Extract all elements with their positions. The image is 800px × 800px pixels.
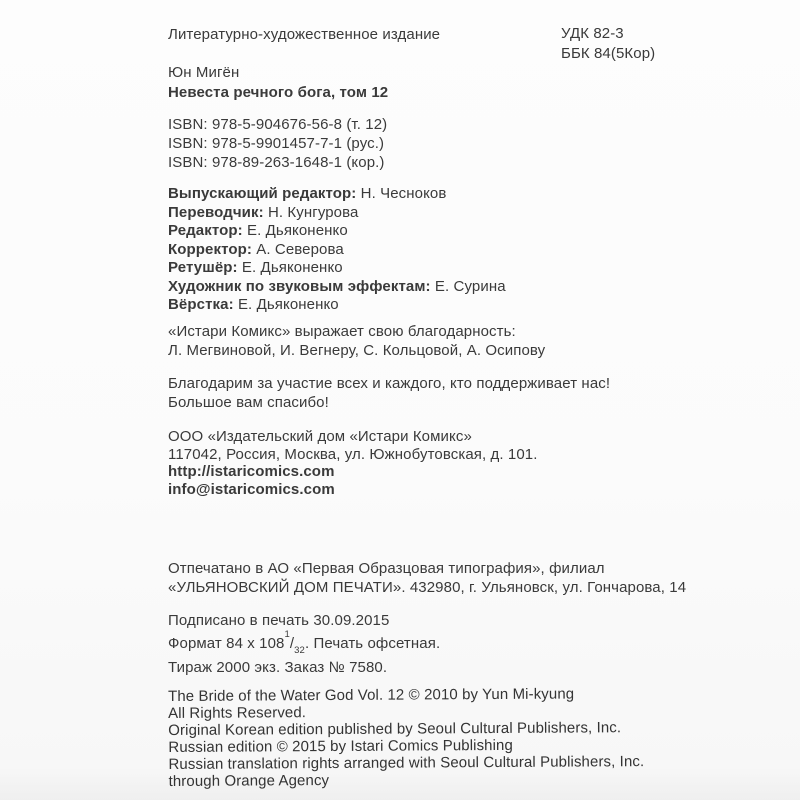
book-title: Невеста речного бога, том 12 [168,83,389,101]
isbn-line: ISBN: 978-5-9901457-7-1 (рус.) [168,135,385,152]
credit-name: А. Северова [256,240,344,258]
gratitude-line: Большое вам спасибо! [168,394,329,411]
credit-label: Вёрстка: [168,296,234,313]
print-details-block [168,612,440,678]
credit-name: Е. Сурина [434,277,506,295]
credit-row [168,185,506,204]
isbn-line: ISBN: 978-89-263-1648-1 (кор.) [168,154,385,171]
gratitude-line: Благодарим за участие всех и каждого, кто поддерживает нас! [168,375,611,392]
format-suffix: . Печать офсетная. [304,634,441,652]
publisher-website: http://istaricomics.com [168,463,335,480]
credit-row [168,222,506,241]
classification-codes [561,24,655,64]
credit-row [168,204,506,223]
edition-type [168,25,440,45]
credit-label: Редактор: [168,222,243,239]
credit-row [168,278,506,297]
isbn-block [168,115,387,172]
signed-to-print-line: Подписано в печать 30.09.2015 [168,612,390,629]
format-numerator: 1 [284,628,290,640]
printing-house-line: «УЛЬЯНОВСКИЙ ДОМ ПЕЧАТИ». 432980, г. Ульяновск, ул. Гончарова, 14 [168,578,687,596]
publisher-block [168,428,538,498]
format-prefix: Формат 84 х 108 [168,634,285,652]
publisher-address: 117042, Россия, Москва, ул. Южнобутовская, д. 101. [168,445,538,463]
credit-label: Переводчик: [168,203,264,221]
author-name: Юн Мигён [168,64,240,81]
printing-house-block [168,560,686,597]
credit-name: Н. Чесноков [360,185,447,202]
printing-house-line: Отпечатано в АО «Первая Образцовая типография», филиал [168,560,605,577]
gratitude-block [168,374,610,412]
credit-label: Корректор: [168,240,252,258]
copyright-block [168,685,644,790]
copyright-line: Russian translation rights arranged with Seoul Cultural Publishers, Inc. [168,753,645,773]
thanks-block [168,322,545,360]
book-heading [168,63,388,102]
credit-name: Е. Дьяконенко [247,222,348,239]
copyright-line: The Bride of the Water God Vol. 12 © 2010 by Yun Mi-kyung [168,685,575,705]
tirage-line: Тираж 2000 экз. Заказ № 7580. [168,659,388,676]
credit-label: Выпускающий редактор: [168,185,357,202]
credit-name: Е. Дьяконенко [237,296,339,313]
credit-name: Н. Кунгурова [267,203,359,221]
publisher-email: info@istaricomics.com [168,480,335,498]
thanks-names: Л. Мегвиновой, И. Вегнеру, С. Кольцовой, А. Осипову [168,342,546,359]
copyright-line: through Orange Agency [168,772,330,790]
isbn-line: ISBN: 978-5-904676-56-8 (т. 12) [168,116,388,133]
format-denominator: 32 [294,644,305,656]
format-line [168,628,441,660]
credit-name: Е. Дьяконенко [241,259,343,276]
copyright-line: Original Korean edition published by Seoul Cultural Publishers, Inc. [168,719,622,739]
credit-row [168,296,506,315]
udk-code: УДК 82-3 [561,25,624,42]
credit-row [168,259,506,278]
credit-row [168,241,506,260]
edition-type-text: Литературно-художественное издание [168,26,441,43]
publisher-company: ООО «Издательский дом «Истари Комикс» [168,428,472,445]
bbk-code: ББК 84(5Кор) [561,45,656,62]
credits-block [168,185,506,315]
format-slash: / [289,634,295,652]
copyright-line: All Rights Reserved. [168,704,307,722]
credit-label: Ретушёр: [168,259,238,276]
credit-label: Художник по звуковым эффектам: [168,277,431,295]
copyright-line: Russian edition © 2015 by Istari Comics Publishing [168,736,513,756]
thanks-line: «Истари Комикс» выражает свою благодарность: [168,323,516,340]
